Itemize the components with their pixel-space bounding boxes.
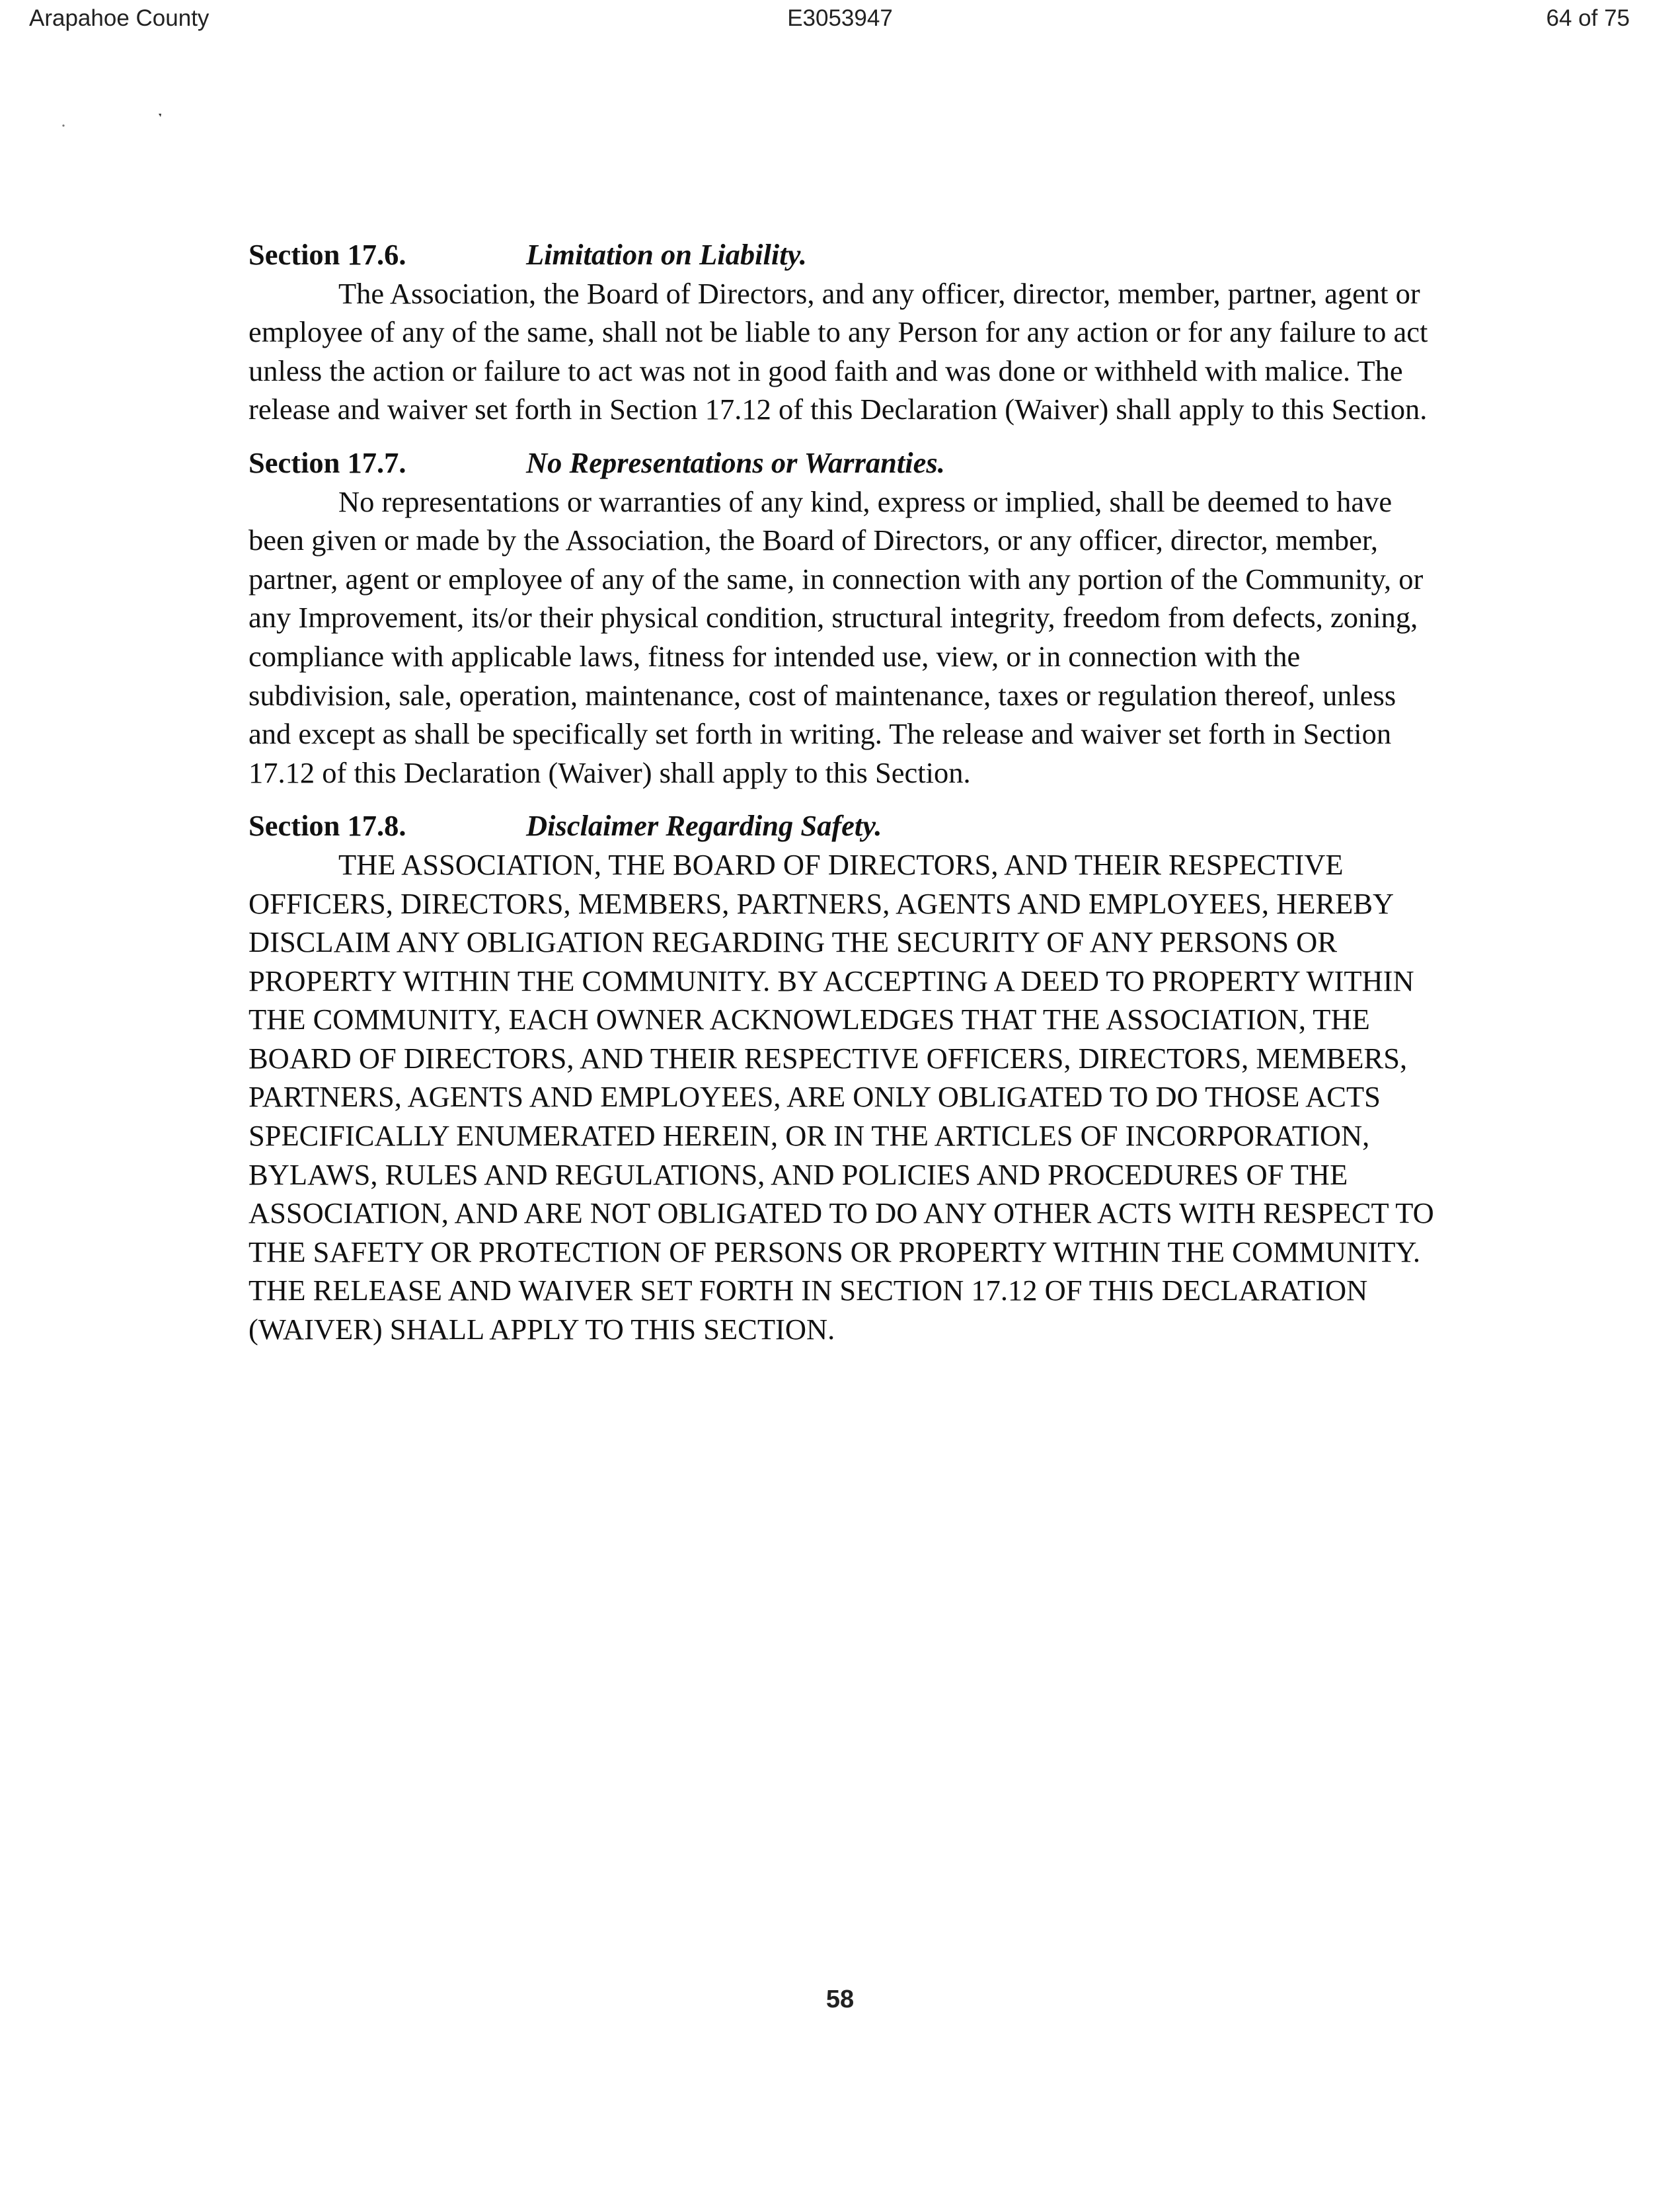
page-count: 64 of 75 <box>1546 5 1630 31</box>
section-heading <box>248 235 1438 274</box>
section-heading <box>248 806 1438 845</box>
county-name: Arapahoe County <box>29 5 210 31</box>
page-number: 58 <box>825 1986 855 2013</box>
section-title: Disclaimer Regarding Safety. <box>526 809 882 843</box>
section-17-6 <box>248 235 1438 429</box>
reception-number: E3053947 <box>787 5 893 31</box>
section-body: THE ASSOCIATION, THE BOARD OF DIRECTORS, AND THEIR RESPECTIVE OFFICERS, DIRECTORS, MEMBERS, PARTNERS, AGENTS AND EMPLOYEES, HEREBY DISCLAIM ANY OBLIGATION REGARDING THE SECURITY OF ANY PERSONS OR PROPERTY WITHIN THE COMMUNITY. BY ACCEPTING A DEED TO PROPERTY WITHIN THE COMMUNITY, EACH OWNER ACKNOWLEDGES THAT THE ASSOCIATION, THE BOARD OF DIRECTORS, AND THEIR RESPECTIVE OFFICERS, DIRECTORS, MEMBERS, PARTNERS, AGENTS AND EMPLOYEES, ARE ONLY OBLIGATED TO DO THOSE ACTS SPECIFICALLY ENUMERATED HEREIN, OR IN THE ARTICLES OF INCORPORATION, BYLAWS, RULES AND REGULATIONS, AND POLICIES AND PROCEDURES OF THE ASSOCIATION, AND ARE NOT OBLIGATED TO DO ANY OTHER ACTS WITH RESPECT TO THE SAFETY OR PROTECTION OF PERSONS OR PROPERTY WITHIN THE COMMUNITY. THE RELEASE AND WAIVER SET FORTH IN SECTION 17.12 OF THIS DECLARATION (WAIVER) SHALL APPLY TO THIS SECTION. <box>248 847 1434 1346</box>
scan-speck <box>159 114 161 117</box>
section-number: Section 17.6. <box>248 238 406 271</box>
section-title: No Representations or Warranties. <box>526 445 945 479</box>
section-heading <box>248 444 1438 483</box>
section-17-8 <box>248 806 1438 1348</box>
recording-header <box>0 5 1680 45</box>
section-17-7 <box>248 444 1438 792</box>
section-title: Limitation on Liability. <box>526 238 807 271</box>
scan-specks <box>59 106 192 132</box>
document-body <box>248 235 1438 1364</box>
scan-speck <box>62 124 64 126</box>
section-body: The Association, the Board of Directors, and any officer, director, member, partner, agent or employee of any of the same, shall not be liable to any Person for any action or for any failure to act unless the action or failure to act was not in good faith and was done or withheld with malice. The release and waiver set forth in Section 17.12 of this Declaration (Waiver) shall apply to this Section. <box>248 276 1428 426</box>
section-number: Section 17.7. <box>248 445 406 479</box>
section-number: Section 17.8. <box>248 809 406 843</box>
section-body: No representations or warranties of any kind, express or implied, shall be deemed to have been given or made by the Association, the Board of Directors, or any officer, director, member, partner, agent or employee of any of the same, in connection with any portion of the Community, or any Improvement, its/or their physical condition, structural integrity, freedom from defects, zoning, compliance with applicable laws, fitness for intended use, view, or in connection with the subdivision, sale, operation, maintenance, cost of maintenance, taxes or regulation thereof, unless and except as shall be specifically set forth in writing. The release and waiver set forth in Section 17.12 of this Declaration (Waiver) shall apply to this Section. <box>248 484 1424 789</box>
